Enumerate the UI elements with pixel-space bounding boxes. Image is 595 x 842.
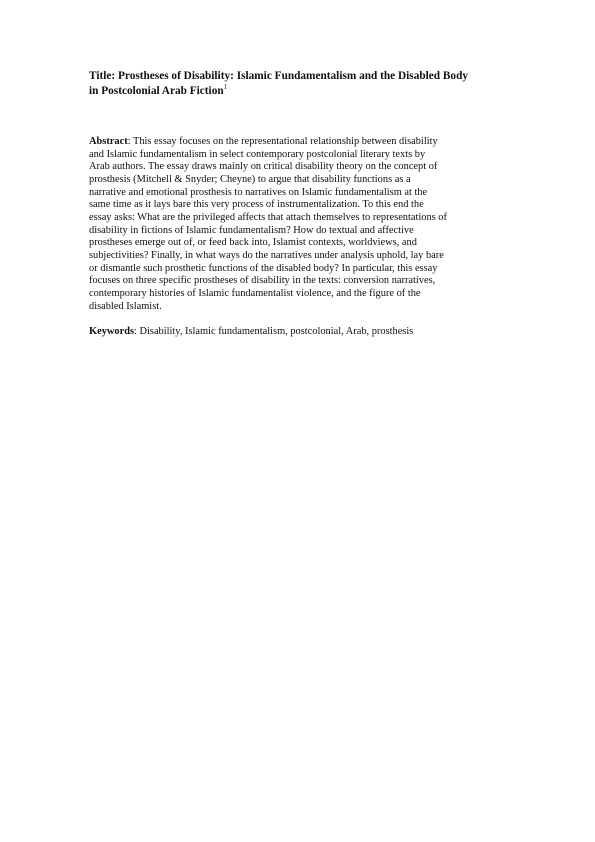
keywords-label: Keywords [89,326,135,338]
abstract-line: subjectivities? Finally, in what ways do the narratives under analysis uphold, lay bare [89,249,444,261]
footnote-marker[interactable]: 1 [223,83,228,92]
abstract-line: narrative and emotional prosthesis to narratives on Islamic fundamentalism at the [89,186,428,198]
abstract-line: Arab authors. The essay draws mainly on critical disability theory on the concept of [89,161,438,173]
abstract-line: and Islamic fundamentalism in select contemporary postcolonial literary texts by [89,148,426,160]
title-line-1 [89,69,509,84]
abstract-line: contemporary histories of Islamic fundamentalist violence, and the figure of the [89,287,421,299]
title-text-line-2: in Postcolonial Arab Fiction [89,85,224,97]
title-label: Title: [89,70,116,82]
abstract-line: same time as it lays bare this very process of instrumentalization. To this end the [89,199,424,211]
abstract-line: essay asks: What are the privileged affects that attach themselves to representations of [89,211,447,223]
abstract-paragraph [89,136,509,313]
abstract-line-first [89,136,509,149]
page-content [89,69,509,339]
abstract-first-line-text: : This essay focuses on the representational relationship between disability [127,136,438,147]
abstract-line: disability in fictions of Islamic fundamentalism? How do textual and affective [89,224,414,236]
abstract-label: Abstract [89,136,128,147]
keywords-text: : Disability, Islamic fundamentalism, postcolonial, Arab, prosthesis [134,326,414,338]
abstract-line: prosthesis (Mitchell & Snyder; Cheyne) to argue that disability functions as a [89,173,411,185]
title-line-2 [89,84,509,99]
abstract-line: disabled Islamist. [89,300,162,312]
abstract-line: prostheses emerge out of, or feed back into, Islamist contexts, worldviews, and [89,237,417,249]
abstract-line: or dismantle such prosthetic functions of the disabled body? In particular, this essay [89,262,438,274]
keywords-line [89,326,509,339]
paper-title [89,69,509,99]
title-text-line-1: Prostheses of Disability: Islamic Fundamentalism and the Disabled Body [115,70,469,82]
abstract-line: focuses on three specific prostheses of disability in the texts: conversion narratives, [89,275,436,287]
